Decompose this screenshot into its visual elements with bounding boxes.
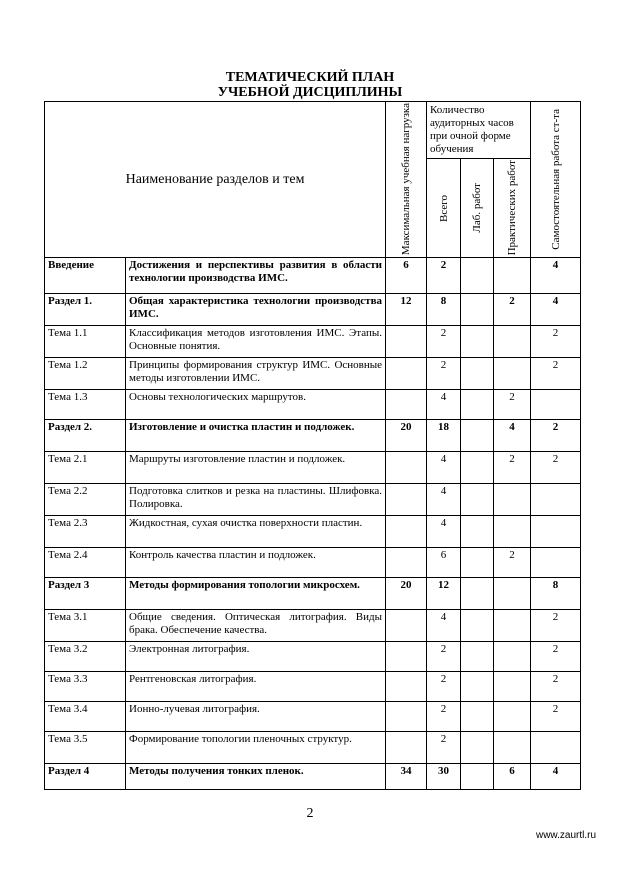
- row-max-load: [386, 326, 427, 358]
- row-code: Тема 1.1: [45, 326, 126, 358]
- row-total: 2: [427, 732, 461, 764]
- row-practical: [494, 732, 531, 764]
- row-max-load: [386, 732, 427, 764]
- row-lab: [461, 294, 494, 326]
- row-practical: [494, 484, 531, 516]
- row-self-study: 8: [531, 578, 581, 610]
- row-max-load: [386, 672, 427, 702]
- row-practical: [494, 516, 531, 548]
- row-total: 4: [427, 610, 461, 642]
- row-name: Основы технологических маршрутов.: [126, 390, 386, 420]
- row-max-load: [386, 390, 427, 420]
- row-code: Раздел 4: [45, 764, 126, 790]
- row-practical: 2: [494, 548, 531, 578]
- table-row: [45, 610, 581, 642]
- row-practical: 2: [494, 390, 531, 420]
- row-lab: [461, 672, 494, 702]
- table-row: [45, 702, 581, 732]
- row-total: 4: [427, 516, 461, 548]
- row-lab: [461, 358, 494, 390]
- row-lab: [461, 258, 494, 294]
- row-max-load: [386, 358, 427, 390]
- row-name: Подготовка слитков и резка на пластины. Шлифовка. Полировка.: [126, 484, 386, 516]
- row-max-load: [386, 452, 427, 484]
- row-code: Тема 1.2: [45, 358, 126, 390]
- row-name: Классификация методов изготовления ИМС. Этапы. Основные понятия.: [126, 326, 386, 358]
- row-total: 8: [427, 294, 461, 326]
- row-code: Введение: [45, 258, 126, 294]
- row-code: Тема 3.1: [45, 610, 126, 642]
- table-row: [45, 452, 581, 484]
- row-max-load: 20: [386, 578, 427, 610]
- row-max-load: [386, 548, 427, 578]
- row-self-study: 4: [531, 764, 581, 790]
- header-lab: Лаб. работ: [461, 159, 494, 258]
- row-total: 4: [427, 484, 461, 516]
- row-name: Достижения и перспективы развития в области технологии производства ИМС.: [126, 258, 386, 294]
- row-max-load: 34: [386, 764, 427, 790]
- page-number: 2: [306, 806, 314, 821]
- row-total: 2: [427, 702, 461, 732]
- row-self-study: 2: [531, 358, 581, 390]
- header-self-study: Самостоятельная работа ст-та: [531, 102, 581, 258]
- row-total: 18: [427, 420, 461, 452]
- row-max-load: 20: [386, 420, 427, 452]
- row-total: 2: [427, 642, 461, 672]
- row-name: Общие сведения. Оптическая литография. Виды брака. Обеспечение качества.: [126, 610, 386, 642]
- row-practical: [494, 326, 531, 358]
- row-max-load: [386, 642, 427, 672]
- row-lab: [461, 642, 494, 672]
- row-total: 2: [427, 358, 461, 390]
- document-title-line1: ТЕМАТИЧЕСКИЙ ПЛАН: [225, 70, 395, 85]
- row-total: 2: [427, 326, 461, 358]
- table-row: [45, 484, 581, 516]
- table-row: [45, 548, 581, 578]
- row-code: Раздел 3: [45, 578, 126, 610]
- row-max-load: 12: [386, 294, 427, 326]
- row-name: Общая характеристика технологии производства ИМС.: [126, 294, 386, 326]
- table-row: [45, 420, 581, 452]
- row-practical: 6: [494, 764, 531, 790]
- row-name: Принципы формирования структур ИМС. Основные методы изготовлении ИМС.: [126, 358, 386, 390]
- header-practical: Практических работ: [494, 159, 531, 258]
- row-max-load: [386, 702, 427, 732]
- row-practical: [494, 358, 531, 390]
- row-code: Тема 2.1: [45, 452, 126, 484]
- table-row: [45, 294, 581, 326]
- row-self-study: [531, 390, 581, 420]
- header-name: Наименование разделов и тем: [45, 102, 386, 258]
- row-self-study: [531, 484, 581, 516]
- row-name: Жидкостная, сухая очистка поверхности пластин.: [126, 516, 386, 548]
- row-lab: [461, 702, 494, 732]
- table-row: [45, 578, 581, 610]
- document-title-line2: УЧЕБНОЙ ДИСЦИПЛИНЫ: [217, 85, 403, 100]
- row-code: Тема 1.3: [45, 390, 126, 420]
- row-lab: [461, 452, 494, 484]
- row-name: Изготовление и очистка пластин и подложек.: [126, 420, 386, 452]
- row-self-study: [531, 732, 581, 764]
- row-lab: [461, 732, 494, 764]
- row-practical: 2: [494, 294, 531, 326]
- row-name: Маршруты изготовление пластин и подложек.: [126, 452, 386, 484]
- row-practical: [494, 702, 531, 732]
- row-practical: [494, 672, 531, 702]
- row-total: 4: [427, 390, 461, 420]
- row-practical: 4: [494, 420, 531, 452]
- header-row: [45, 102, 581, 159]
- row-code: Тема 3.2: [45, 642, 126, 672]
- row-max-load: [386, 484, 427, 516]
- row-practical: [494, 610, 531, 642]
- thematic-plan-table: [44, 101, 581, 790]
- row-max-load: [386, 516, 427, 548]
- row-name: Ионно-лучевая литография.: [126, 702, 386, 732]
- table-row: [45, 358, 581, 390]
- row-practical: [494, 642, 531, 672]
- row-total: 2: [427, 672, 461, 702]
- row-practical: [494, 578, 531, 610]
- row-code: Тема 2.3: [45, 516, 126, 548]
- row-max-load: [386, 610, 427, 642]
- row-code: Тема 3.5: [45, 732, 126, 764]
- header-max-load: Максимальная учебная нагрузка: [386, 102, 427, 258]
- row-code: Тема 3.3: [45, 672, 126, 702]
- table-row: [45, 732, 581, 764]
- row-self-study: [531, 516, 581, 548]
- row-total: 6: [427, 548, 461, 578]
- row-practical: 2: [494, 452, 531, 484]
- row-self-study: 2: [531, 702, 581, 732]
- header-total: Всего: [427, 159, 461, 258]
- row-name: Электронная литография.: [126, 642, 386, 672]
- row-code: Тема 2.2: [45, 484, 126, 516]
- row-lab: [461, 548, 494, 578]
- table-row: [45, 390, 581, 420]
- row-self-study: 2: [531, 420, 581, 452]
- row-code: Тема 2.4: [45, 548, 126, 578]
- row-name: Методы получения тонких пленок.: [126, 764, 386, 790]
- row-lab: [461, 326, 494, 358]
- row-practical: [494, 258, 531, 294]
- row-total: 12: [427, 578, 461, 610]
- table-row: [45, 764, 581, 790]
- row-self-study: 2: [531, 672, 581, 702]
- row-lab: [461, 484, 494, 516]
- row-self-study: 2: [531, 610, 581, 642]
- row-name: Рентгеновская литография.: [126, 672, 386, 702]
- row-lab: [461, 516, 494, 548]
- row-total: 30: [427, 764, 461, 790]
- table-row: [45, 642, 581, 672]
- table-row: [45, 326, 581, 358]
- row-name: Формирование топологии пленочных структур.: [126, 732, 386, 764]
- table-row: [45, 258, 581, 294]
- row-self-study: 2: [531, 452, 581, 484]
- row-lab: [461, 610, 494, 642]
- row-code: Тема 3.4: [45, 702, 126, 732]
- row-lab: [461, 764, 494, 790]
- row-lab: [461, 420, 494, 452]
- row-self-study: 2: [531, 642, 581, 672]
- header-hours-group: Количество аудиторных часов при очной форме обучения: [427, 102, 531, 159]
- table-row: [45, 516, 581, 548]
- row-total: 4: [427, 452, 461, 484]
- row-code: Раздел 2.: [45, 420, 126, 452]
- row-self-study: 2: [531, 326, 581, 358]
- row-total: 2: [427, 258, 461, 294]
- row-lab: [461, 578, 494, 610]
- row-name: Контроль качества пластин и подложек.: [126, 548, 386, 578]
- row-lab: [461, 390, 494, 420]
- row-self-study: [531, 548, 581, 578]
- row-code: Раздел 1.: [45, 294, 126, 326]
- website-watermark: www.zaurtl.ru: [535, 830, 596, 841]
- row-max-load: 6: [386, 258, 427, 294]
- row-name: Методы формирования топологии микросхем.: [126, 578, 386, 610]
- row-self-study: 4: [531, 294, 581, 326]
- row-self-study: 4: [531, 258, 581, 294]
- table-row: [45, 672, 581, 702]
